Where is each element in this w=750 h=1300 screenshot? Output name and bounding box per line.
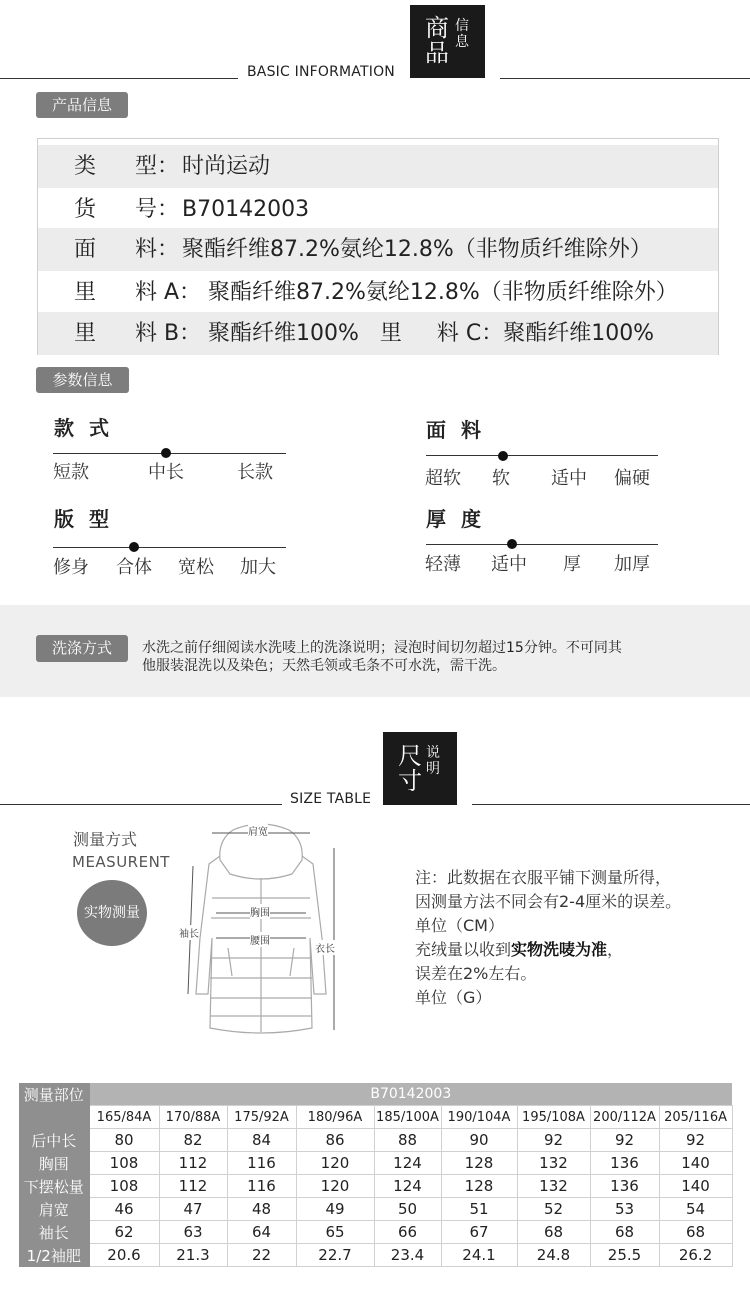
param-thickness-option: 厚	[563, 554, 581, 575]
table-cell: 65	[296, 1221, 374, 1244]
param-thickness-scale	[426, 544, 658, 545]
table-cell: 82	[159, 1129, 227, 1152]
table-cell: 24.1	[441, 1244, 517, 1267]
size-table	[19, 1083, 733, 1267]
table-cell: 112	[159, 1152, 227, 1175]
note-emphasis: 实物洗唛为准	[511, 940, 608, 959]
param-fabric-title: 面 料	[426, 418, 485, 442]
size-header-line-right	[472, 804, 750, 805]
table-cell: 84	[227, 1129, 296, 1152]
header-basic-small-1: 信	[455, 18, 469, 34]
table-cell: 49	[296, 1198, 374, 1221]
size-header-small: 说	[426, 745, 440, 761]
table-cell: 24.8	[517, 1244, 590, 1267]
size-cell: 170/88A	[159, 1106, 227, 1129]
info-value: B70142003	[182, 197, 310, 222]
size-cell: 205/116A	[659, 1106, 732, 1129]
product-info-tag: 产品信息	[36, 92, 128, 118]
size-cell: 175/92A	[227, 1106, 296, 1129]
param-fit-option: 修身	[53, 557, 89, 578]
coat-pocket-right	[290, 948, 294, 976]
note-line: 因测量方法不同会有2-4厘米的误差。	[415, 892, 682, 911]
info-row-type	[38, 145, 718, 188]
param-fabric-scale	[426, 455, 658, 456]
table-row	[19, 1129, 732, 1152]
size-cell: 200/112A	[590, 1106, 659, 1129]
info-value: 聚酯纤维87.2%氨纶12.8%（非物质纤维除外）	[182, 237, 652, 262]
info-label: 料 B：	[135, 321, 202, 346]
table-cell: 21.3	[159, 1244, 227, 1267]
size-header-big: 寸	[398, 767, 422, 795]
param-style-option: 中长	[148, 462, 184, 483]
param-fabric-option: 偏硬	[614, 468, 650, 489]
table-cell: 66	[374, 1221, 441, 1244]
table-cell: 124	[374, 1152, 441, 1175]
header-line-left	[0, 78, 238, 79]
info-row-sku	[38, 188, 718, 231]
table-cell: 116	[227, 1175, 296, 1198]
header-basic-small-2: 息	[455, 34, 469, 50]
size-header-big: 尺	[398, 742, 422, 770]
param-fit-option: 加大	[240, 557, 276, 578]
table-cell: 136	[590, 1152, 659, 1175]
table-sizes-row	[19, 1106, 732, 1129]
diagram-label-length: 衣长	[315, 940, 335, 955]
table-empty-cell	[19, 1106, 89, 1129]
washing-instructions	[142, 639, 702, 675]
param-style-marker	[161, 448, 171, 458]
table-cell: 90	[441, 1129, 517, 1152]
header-basic-big: 商品	[425, 14, 449, 67]
table-cell: 50	[374, 1198, 441, 1221]
params-tag: 参数信息	[36, 367, 129, 393]
table-cell: 132	[517, 1175, 590, 1198]
table-cell: 54	[659, 1198, 732, 1221]
coat-diagram	[176, 818, 346, 1044]
param-fabric-option: 适中	[551, 468, 587, 489]
header-basic-block	[410, 5, 485, 78]
row-label: 1/2袖肥	[19, 1244, 89, 1267]
table-row	[19, 1152, 732, 1175]
table-cell: 132	[517, 1152, 590, 1175]
table-cell: 26.2	[659, 1244, 732, 1267]
table-cell: 25.5	[590, 1244, 659, 1267]
param-fit-scale	[53, 547, 286, 548]
info-value: 聚酯纤维87.2%氨纶12.8%（非物质纤维除外）	[208, 280, 678, 305]
size-header-subtitle: SIZE TABLE	[290, 791, 372, 807]
table-header-row	[19, 1083, 732, 1106]
table-cell: 46	[89, 1198, 159, 1221]
size-cell: 180/96A	[296, 1106, 374, 1129]
table-cell: 128	[441, 1152, 517, 1175]
table-cell: 92	[590, 1129, 659, 1152]
param-style-option: 长款	[237, 462, 273, 483]
table-row	[19, 1244, 732, 1267]
note-line: 单位（G）	[415, 988, 492, 1007]
table-cell: 52	[517, 1198, 590, 1221]
param-fit-title: 版 型	[54, 507, 113, 531]
table-cell: 140	[659, 1152, 732, 1175]
param-thickness-option: 加厚	[614, 554, 650, 575]
table-product-code: B70142003	[89, 1083, 732, 1106]
table-cell: 88	[374, 1129, 441, 1152]
table-corner: 测量部位	[19, 1083, 89, 1106]
header-basic-subtitle: BASIC INFORMATION	[247, 64, 395, 80]
coat-pocket-left	[228, 948, 232, 976]
note-text: ，	[607, 940, 624, 959]
note-line: 注：此数据在衣服平铺下测量所得，	[415, 868, 672, 887]
table-cell: 68	[517, 1221, 590, 1244]
table-cell: 51	[441, 1198, 517, 1221]
info-label: 号：	[135, 197, 180, 222]
size-cell: 185/100A	[374, 1106, 441, 1129]
row-label: 胸围	[19, 1152, 89, 1175]
table-cell: 64	[227, 1221, 296, 1244]
table-cell: 92	[659, 1129, 732, 1152]
table-cell: 140	[659, 1175, 732, 1198]
info-label: 类	[74, 154, 97, 179]
param-fit-option: 宽松	[178, 557, 214, 578]
size-header-line-left	[0, 804, 282, 805]
param-thickness-marker	[507, 539, 517, 549]
diagram-label-sleeve: 袖长	[179, 925, 199, 940]
info-label: 料 A：	[135, 280, 202, 305]
table-cell: 47	[159, 1198, 227, 1221]
param-fit-option: 合体	[116, 557, 152, 578]
product-info-table	[37, 138, 719, 355]
size-cell: 165/84A	[89, 1106, 159, 1129]
table-cell: 128	[441, 1175, 517, 1198]
diagram-label-waist: 腰围	[250, 932, 270, 947]
table-cell: 67	[441, 1221, 517, 1244]
table-cell: 108	[89, 1175, 159, 1198]
row-label: 袖长	[19, 1221, 89, 1244]
table-cell: 68	[590, 1221, 659, 1244]
table-cell: 63	[159, 1221, 227, 1244]
row-label: 肩宽	[19, 1198, 89, 1221]
diagram-label-chest: 胸围	[250, 904, 270, 919]
table-cell: 62	[89, 1221, 159, 1244]
info-value: 聚酯纤维100% 里 料 C：聚酯纤维100%	[208, 321, 655, 346]
table-cell: 92	[517, 1129, 590, 1152]
info-label: 里	[74, 321, 97, 346]
row-label: 后中长	[19, 1129, 89, 1152]
size-cell: 190/104A	[441, 1106, 517, 1129]
param-thickness-title: 厚 度	[426, 507, 485, 531]
info-label: 里	[74, 280, 97, 305]
table-cell: 124	[374, 1175, 441, 1198]
info-label: 面	[74, 237, 97, 262]
param-fabric-option: 超软	[425, 468, 461, 489]
table-row	[19, 1198, 732, 1221]
table-cell: 48	[227, 1198, 296, 1221]
note-line-filling	[415, 937, 623, 960]
table-row	[19, 1175, 732, 1198]
washing-tag: 洗涤方式	[36, 635, 128, 662]
table-cell: 120	[296, 1175, 374, 1198]
note-text: 充绒量以收到	[415, 940, 512, 959]
info-label: 料：	[135, 237, 180, 262]
param-fabric-option: 软	[492, 468, 510, 489]
param-style-option: 短款	[53, 462, 89, 483]
table-cell: 53	[590, 1198, 659, 1221]
washing-line: 水洗之前仔细阅读水洗唛上的洗涤说明；浸泡时间切勿超过15分钟。不可同其	[142, 640, 622, 656]
table-cell: 22.7	[296, 1244, 374, 1267]
info-row-lining-a	[38, 271, 718, 314]
size-header-small: 明	[426, 761, 440, 777]
table-cell: 112	[159, 1175, 227, 1198]
table-cell: 23.4	[374, 1244, 441, 1267]
note-line: 误差在2%左右。	[415, 964, 537, 983]
measure-subtitle: MEASURENT	[72, 853, 170, 871]
table-cell: 80	[89, 1129, 159, 1152]
washing-line: 他服装混洗以及染色；天然毛领或毛条不可水洗，需干洗。	[142, 658, 506, 674]
diagram-label-shoulder: 肩宽	[248, 823, 268, 838]
table-cell: 108	[89, 1152, 159, 1175]
table-cell: 120	[296, 1152, 374, 1175]
info-label: 型：	[135, 154, 180, 179]
info-value: 时尚运动	[182, 154, 271, 179]
table-cell: 86	[296, 1129, 374, 1152]
size-cell: 195/108A	[517, 1106, 590, 1129]
table-cell: 22	[227, 1244, 296, 1267]
info-row-shell	[38, 228, 718, 271]
table-row	[19, 1221, 732, 1244]
table-cell: 20.6	[89, 1244, 159, 1267]
note-line: 单位（CM）	[415, 916, 504, 935]
param-thickness-option: 适中	[491, 554, 527, 575]
param-style-title: 款 式	[54, 416, 113, 440]
size-header-block	[383, 732, 457, 805]
header-line-right	[500, 78, 750, 79]
measure-title: 测量方式	[73, 830, 138, 849]
table-cell: 116	[227, 1152, 296, 1175]
table-cell: 68	[659, 1221, 732, 1244]
param-fit-marker	[129, 542, 139, 552]
info-label: 货	[74, 197, 97, 222]
measure-badge: 实物测量	[77, 880, 147, 946]
param-thickness-option: 轻薄	[425, 554, 461, 575]
info-row-lining-b	[38, 312, 718, 355]
row-label: 下摆松量	[19, 1175, 89, 1198]
table-cell: 136	[590, 1175, 659, 1198]
param-fabric-marker	[498, 451, 508, 461]
